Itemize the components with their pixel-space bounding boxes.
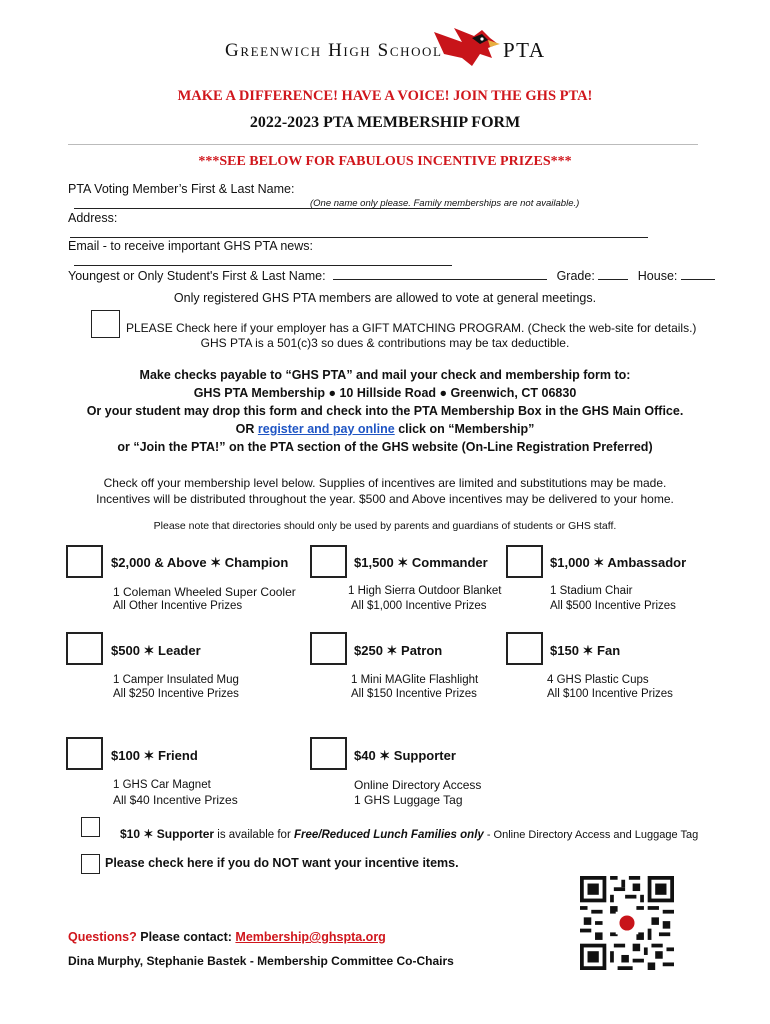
dropoff-instructions: Or your student may drop this form and check into the PTA Membership Box in the GHS Main Office. (86, 404, 684, 418)
level-checkbox-patron[interactable] (310, 632, 347, 665)
level-label-supporter: $40 ✶ Supporter (354, 748, 456, 763)
reduced-lunch-level: $10 ✶ Supporter (120, 827, 215, 841)
level-checkbox-commander[interactable] (310, 545, 347, 578)
reduced-lunch-eligibility: Free/Reduced Lunch Families only (293, 829, 484, 841)
level-label-ambassador: $1,000 ✶ Ambassador (550, 555, 687, 570)
level-incentive-patron: 1 Mini MAGlite Flashlight (351, 674, 479, 686)
contact-email-link[interactable]: Membership@ghspta.org (235, 930, 386, 944)
mailing-address: GHS PTA Membership ● 10 Hillside Road ● Greenwich, CT 06830 (193, 386, 577, 400)
level-label-champion: $2,000 & Above ✶ Champion (111, 555, 289, 570)
reduced-lunch-text (120, 827, 698, 841)
email-row[interactable] (68, 239, 698, 269)
committee-chairs: Dina Murphy, Stephanie Bastek - Membership Committee Co-Chairs (68, 954, 454, 968)
student-line[interactable] (333, 267, 547, 280)
house-label: House: (637, 269, 678, 283)
level-incentive2-champion: All Other Incentive Prizes (113, 600, 243, 612)
qr-code-icon (580, 876, 674, 970)
level-incentive-ambassador: 1 Stadium Chair (550, 585, 633, 597)
level-label-friend: $100 ✶ Friend (111, 748, 198, 763)
gift-matching-checkbox[interactable] (91, 310, 120, 338)
level-label-leader: $500 ✶ Leader (111, 643, 201, 658)
tax-note: GHS PTA is a 501(c)3 so dues & contributions may be tax deductible. (200, 336, 570, 350)
member-name-label: PTA Voting Member’s First & Last Name: (68, 182, 295, 196)
level-incentive2-friend: All $40 Incentive Prizes (113, 793, 238, 807)
email-line[interactable] (74, 253, 452, 266)
member-name-note: (One name only please. Family memberships are not available.) (310, 198, 580, 209)
level-incentive2-supporter: 1 GHS Luggage Tag (354, 793, 463, 807)
level-checkbox-champion[interactable] (66, 545, 103, 578)
student-row[interactable] (68, 267, 708, 283)
no-incentive-checkbox[interactable] (81, 854, 100, 874)
online-line (0, 422, 770, 436)
level-incentive2-commander: All $1,000 Incentive Prizes (351, 600, 487, 612)
title-divider (68, 144, 698, 145)
levels-intro-1: Check off your membership level below. Supplies of incentives are limited and substitutions may be made. (103, 476, 667, 490)
reduced-lunch-checkbox[interactable] (81, 817, 100, 837)
cardinal-logo-icon (432, 24, 502, 70)
level-checkbox-supporter[interactable] (310, 737, 347, 770)
questions-label: Questions? (68, 930, 137, 944)
level-label-patron: $250 ✶ Patron (354, 643, 443, 658)
level-incentive-friend: 1 GHS Car Magnet (113, 779, 211, 791)
level-incentive-fan: 4 GHS Plastic Cups (547, 674, 649, 686)
website-instructions: or “Join the PTA!” on the PTA section of the GHS website (On-Line Registration Preferred) (117, 440, 653, 454)
form-title: 2022-2023 PTA MEMBERSHIP FORM (249, 114, 521, 131)
level-incentive2-ambassador: All $500 Incentive Prizes (550, 600, 676, 612)
level-label-commander: $1,500 ✶ Commander (354, 555, 488, 570)
school-name: Greenwich High School (225, 40, 443, 61)
house-line[interactable] (681, 267, 715, 280)
gift-matching-text: PLEASE Check here if your employer has a GIFT MATCHING PROGRAM. (Check the web-site for details.) (126, 321, 697, 335)
level-incentive-champion: 1 Coleman Wheeled Super Cooler (113, 585, 296, 599)
no-incentive-text: Please check here if you do NOT want your incentive items. (105, 856, 459, 870)
level-checkbox-leader[interactable] (66, 632, 103, 665)
online-suffix: click on “Membership” (394, 422, 535, 436)
level-checkbox-friend[interactable] (66, 737, 103, 770)
vote-note: Only registered GHS PTA members are allowed to vote at general meetings. (173, 291, 597, 305)
headline: MAKE A DIFFERENCE! HAVE A VOICE! JOIN THE GHS PTA! (177, 88, 593, 104)
level-incentive2-leader: All $250 Incentive Prizes (113, 688, 239, 700)
payment-instructions: Make checks payable to “GHS PTA” and mail your check and membership form to: (139, 368, 631, 382)
level-label-fan: $150 ✶ Fan (550, 643, 621, 658)
level-incentive-supporter: Online Directory Access (354, 778, 482, 792)
level-incentive2-fan: All $100 Incentive Prizes (547, 688, 673, 700)
address-row[interactable] (68, 211, 698, 241)
address-label: Address: (68, 211, 118, 225)
grade-label: Grade: (556, 269, 595, 283)
contact-line (68, 930, 386, 944)
directory-note: Please note that directories should only be used by parents and guardians of students or GHS staff. (153, 520, 617, 532)
grade-line[interactable] (598, 267, 628, 280)
levels-intro-2: Incentives will be distributed throughout the year. $500 and Above incentives may be delivered to your home. (96, 492, 674, 506)
reduced-lunch-mid: is available for (214, 829, 294, 841)
register-online-link[interactable]: register and pay online (257, 422, 395, 436)
address-line[interactable] (70, 225, 648, 238)
level-incentive-leader: 1 Camper Insulated Mug (113, 674, 239, 686)
level-checkbox-fan[interactable] (506, 632, 543, 665)
level-incentive2-patron: All $150 Incentive Prizes (351, 688, 477, 700)
contact-prompt: Please contact: (136, 930, 236, 944)
reduced-lunch-tail: - Online Directory Access and Luggage Tag (483, 829, 699, 841)
email-label: Email - to receive important GHS PTA news: (68, 239, 313, 253)
student-label: Youngest or Only Student's First & Last Name: (68, 269, 326, 283)
incentive-banner: ***SEE BELOW FOR FABULOUS INCENTIVE PRIZES*** (198, 154, 572, 169)
level-checkbox-ambassador[interactable] (506, 545, 543, 578)
online-prefix: OR (235, 422, 258, 436)
level-incentive-commander: 1 High Sierra Outdoor Blanket (348, 585, 502, 597)
pta-wordmark: PTA (503, 38, 546, 62)
